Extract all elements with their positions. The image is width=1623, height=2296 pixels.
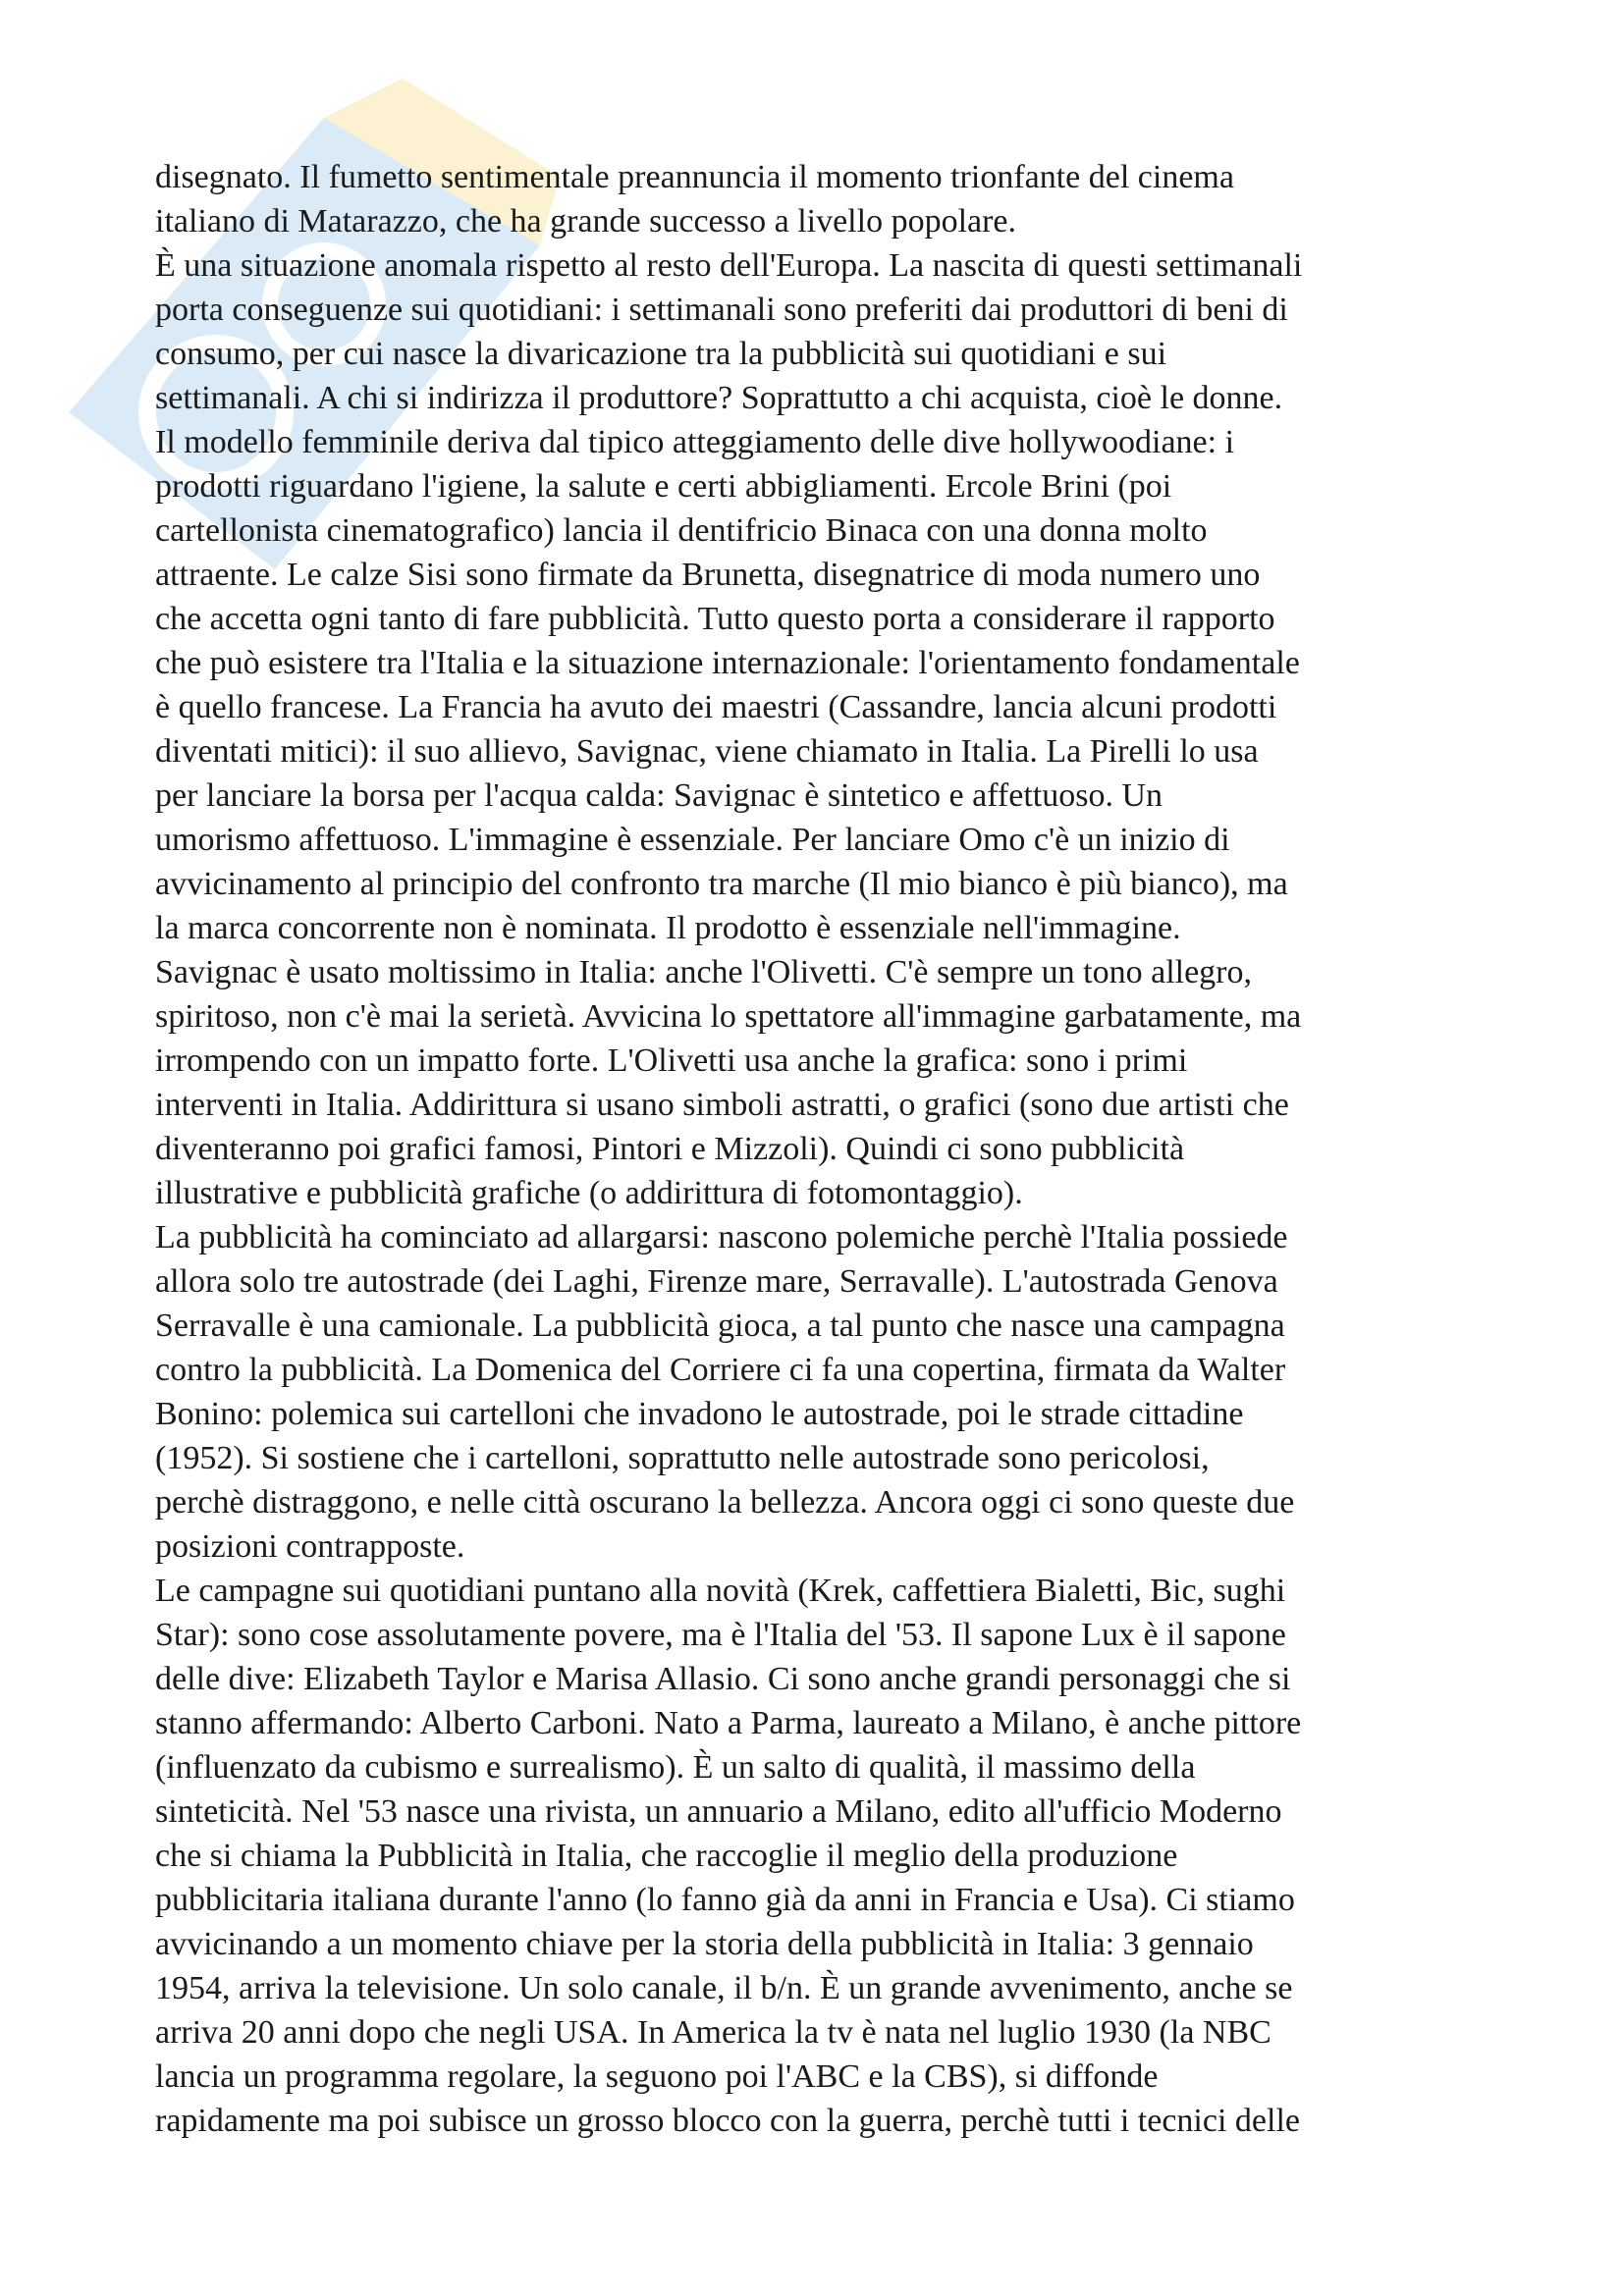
text-line: umorismo affettuoso. L'immagine è essenziale. Per lanciare Omo c'è un inizio di: [155, 822, 1230, 858]
text-line: che può esistere tra l'Italia e la situazione internazionale: l'orientamento fondamentale: [155, 645, 1300, 681]
text-line: che si chiama la Pubblicità in Italia, che raccoglie il meglio della produzione: [155, 1838, 1178, 1874]
text-line: (1952). Si sostiene che i cartelloni, soprattutto nelle autostrade sono pericolosi,: [155, 1440, 1210, 1476]
text-line: posizioni contrapposte.: [155, 1528, 465, 1565]
text-line: Le campagne sui quotidiani puntano alla novità (Krek, caffettiera Bialetti, Bic, sughi: [155, 1573, 1286, 1609]
text-line: cartellonista cinematografico) lancia il dentifricio Binaca con una donna molto: [155, 512, 1208, 549]
text-line: avvicinamento al principio del confronto tra marche (Il mio bianco è più bianco), ma: [155, 866, 1288, 902]
text-line: prodotti riguardano l'igiene, la salute e certi abbigliamenti. Ercole Brini (poi: [155, 468, 1172, 505]
text-line: arriva 20 anni dopo che negli USA. In America la tv è nata nel luglio 1930 (la NBC: [155, 2014, 1271, 2051]
text-line: è quello francese. La Francia ha avuto dei maestri (Cassandre, lancia alcuni prodotti: [155, 689, 1277, 725]
text-line: perchè distraggono, e nelle città oscurano la bellezza. Ancora oggi ci sono queste due: [155, 1484, 1295, 1521]
text-line: La pubblicità ha cominciato ad allargarsi: nascono polemiche perchè l'Italia possiede: [155, 1219, 1288, 1255]
text-line: allora solo tre autostrade (dei Laghi, Firenze mare, Serravalle). L'autostrada Genova: [155, 1263, 1278, 1300]
text-line: la marca concorrente non è nominata. Il prodotto è essenziale nell'immagine.: [155, 910, 1181, 946]
text-line: pubblicitaria italiana durante l'anno (lo fanno già da anni in Francia e Usa). Ci stiamo: [155, 1882, 1295, 1918]
text-line: stanno affermando: Alberto Carboni. Nato a Parma, laureato a Milano, è anche pittore: [155, 1705, 1302, 1741]
text-line: Star): sono cose assolutamente povere, ma è l'Italia del '53. Il sapone Lux è il sapone: [155, 1617, 1286, 1653]
text-line: irrompendo con un impatto forte. L'Olivetti usa anche la grafica: sono i primi: [155, 1042, 1188, 1079]
text-line: lancia un programma regolare, la seguono poi l'ABC e la CBS), si diffonde: [155, 2058, 1159, 2095]
text-line: interventi in Italia. Addirittura si usano simboli astratti, o grafici (sono due artisti che: [155, 1087, 1289, 1123]
text-line: italiano di Matarazzo, che ha grande successo a livello popolare.: [155, 203, 1017, 240]
text-line: porta conseguenze sui quotidiani: i settimanali sono preferiti dai produttori di beni di: [155, 292, 1288, 328]
text-line: consumo, per cui nasce la divaricazione tra la pubblicità sui quotidiani e sui: [155, 336, 1167, 372]
text-line: disegnato. Il fumetto sentimentale preannuncia il momento trionfante del cinema: [155, 159, 1234, 195]
text-line: 1954, arriva la televisione. Un solo canale, il b/n. È un grande avvenimento, anche se: [155, 1970, 1293, 2006]
text-line: delle dive: Elizabeth Taylor e Marisa Allasio. Ci sono anche grandi personaggi che si: [155, 1661, 1291, 1697]
text-line: È una situazione anomala rispetto al resto dell'Europa. La nascita di questi settimanali: [155, 247, 1303, 284]
text-line: contro la pubblicità. La Domenica del Corriere ci fa una copertina, firmata da Walter: [155, 1352, 1286, 1388]
text-line: Bonino: polemica sui cartelloni che invadono le autostrade, poi le strade cittadine: [155, 1396, 1244, 1432]
text-line: avvicinando a un momento chiave per la storia della pubblicità in Italia: 3 gennaio: [155, 1926, 1254, 1962]
text-line: per lanciare la borsa per l'acqua calda: Savignac è sintetico e affettuoso. Un: [155, 777, 1163, 814]
text-line: Il modello femminile deriva dal tipico atteggiamento delle dive hollywoodiane: i: [155, 424, 1235, 460]
text-line: spiritoso, non c'è mai la serietà. Avvicina lo spettatore all'immagine garbatamente, ma: [155, 998, 1302, 1035]
body-text: [155, 155, 1510, 2143]
text-line: diventeranno poi grafici famosi, Pintori e Mizzoli). Quindi ci sono pubblicità: [155, 1131, 1185, 1167]
text-line: settimanali. A chi si indirizza il produttore? Soprattutto a chi acquista, cioè le donne.: [155, 380, 1283, 416]
text-line: (influenzato da cubismo e surrealismo). È un salto di qualità, il massimo della: [155, 1749, 1196, 1786]
text-line: Serravalle è una camionale. La pubblicità gioca, a tal punto che nasce una campagna: [155, 1308, 1285, 1344]
text-line: attraente. Le calze Sisi sono firmate da Brunetta, disegnatrice di moda numero uno: [155, 557, 1261, 593]
text-line: diventati mitici): il suo allievo, Savignac, viene chiamato in Italia. La Pirelli lo usa: [155, 733, 1259, 770]
text-line: Savignac è usato moltissimo in Italia: anche l'Olivetti. C'è sempre un tono allegro,: [155, 954, 1253, 990]
text-line: sinteticità. Nel '53 nasce una rivista, un annuario a Milano, edito all'ufficio Moderno: [155, 1793, 1282, 1830]
text-line: illustrative e pubblicità grafiche (o addirittura di fotomontaggio).: [155, 1175, 1023, 1211]
text-line: che accetta ogni tanto di fare pubblicità. Tutto questo porta a considerare il rapporto: [155, 601, 1275, 637]
text-line: rapidamente ma poi subisce un grosso blocco con la guerra, perchè tutti i tecnici delle: [155, 2103, 1300, 2139]
